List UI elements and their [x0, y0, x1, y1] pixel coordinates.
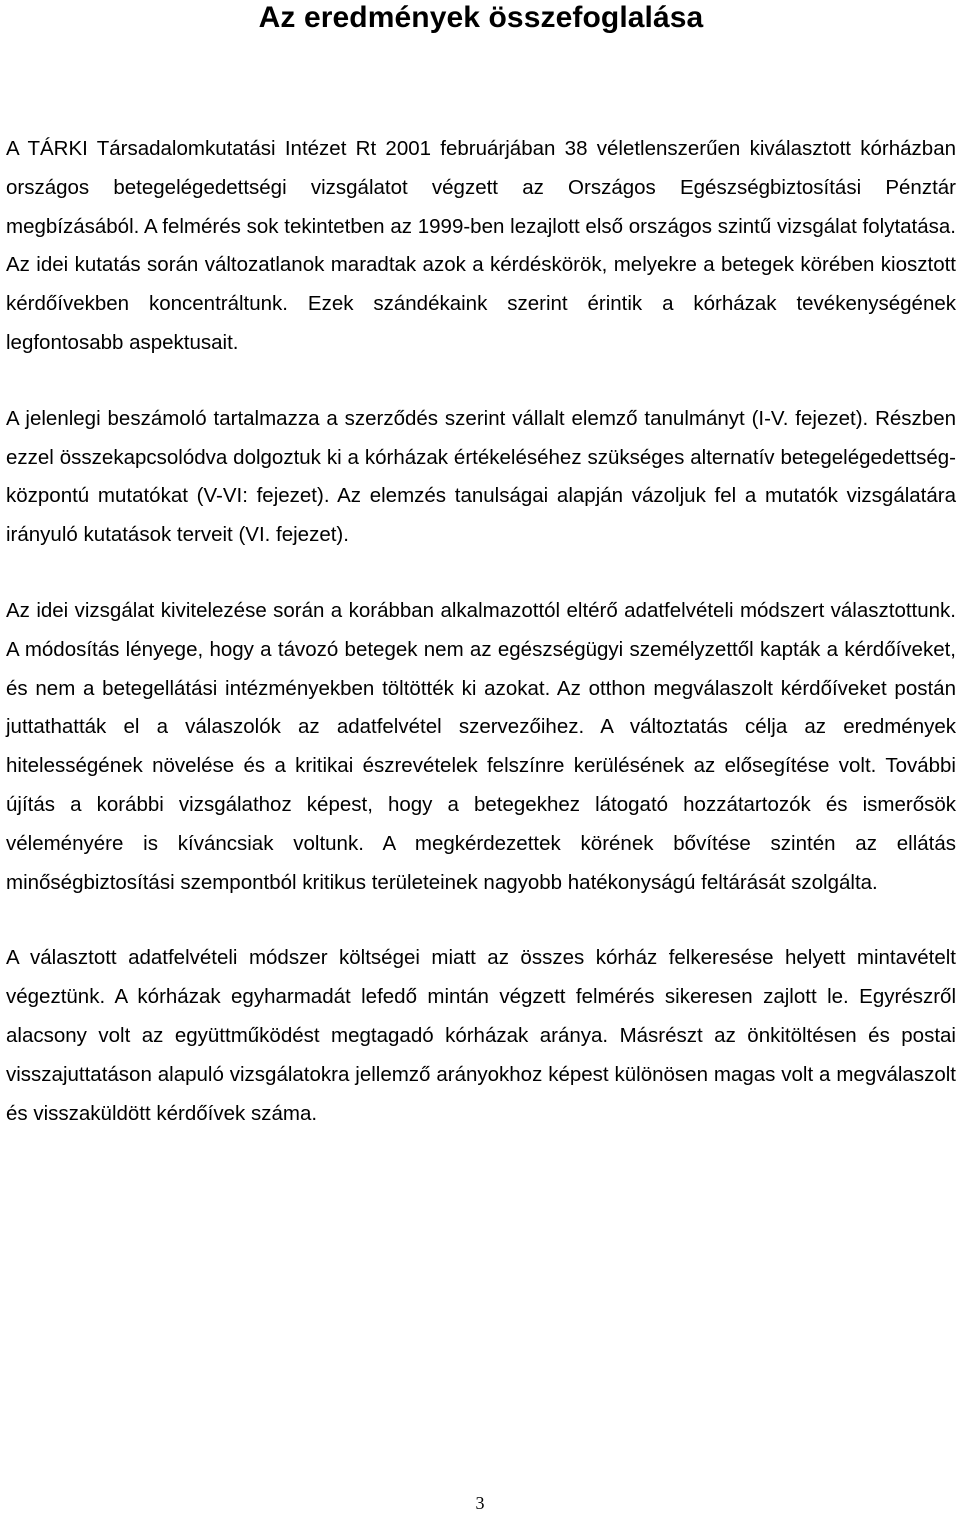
paragraph-methodology: Az idei vizsgálat kivitelezése során a korábban alkalmazottól eltérő adatfelvételi módszert választottunk. A módosítás lényege, hogy a távozó betegek nem az egészségügyi személyzettől kapták a kérdőíveket, és nem a betegellátási intézményekben töltötték ki azokat. Az otthon megválaszolt kérdőíveket postán juttathatták el a válaszolók az adatfelvétel szervezőihez. A változtatás célja az eredmények hitelességének növelése és a kritikai észrevételek felszínre kerülésének az elősegítése volt. További újítás a korábbi vizsgálathoz képest, hogy a betegekhez látogató hozzátartozók és ismerősök véleményére is kíváncsiak voltunk. A megkérdezettek körének bővítése szintén az ellátás minőségbiztosítási szempontból kritikus területeinek nagyobb hatékonyságú feltárását szolgálta. — [6, 598, 956, 894]
paragraph-sampling: A választott adatfelvételi módszer költségei miatt az összes kórház felkeresése helyett mintavételt végeztünk. A kórházak egyharmadát lefedő mintán végzett felmérés sikeresen zajlott le. Egyrészről alacsony volt az együttműködést megtagadó kórházak aránya. Másrészt az önkitöltésen és postai visszajuttatáson alapuló vizsgálatokra jellemző arányokhoz képest különösen magas volt a megválaszolt és visszaküldött kérdőívek száma. — [6, 946, 956, 1125]
document-page — [6, 0, 956, 1133]
page-number: 3 — [475, 1493, 485, 1513]
paragraph-intro: A TÁRKI Társadalomkutatási Intézet Rt 2001 februárjában 38 véletlenszerűen kiválasztott kórházban országos betegelégedettségi vizsgálatot végzett az Országos Egészségbiztosítási Pénztár megbízásából. A felmérés sok tekintetben az 1999-ben lezajlott első országos szintű vizsgálat folytatása. Az idei kutatás során változatlanok maradtak azok a kérdéskörök, melyekre a betegek körében kiosztott kérdőívekben koncentráltunk. Ezek szándékaink szerint érintik a kórházak tevékenységének legfontosabb aspektusait. — [6, 137, 956, 354]
paragraph-report-contents: A jelenlegi beszámoló tartalmazza a szerződés szerint vállalt elemző tanulmányt (I-V. fejezet). Részben ezzel összekapcsolódva dolgoztuk ki a kórházak értékeléséhez szükséges alternatív betegelégedettség-központú mutatókat (V-VI: fejezet). Az elemzés tanulságai alapján vázoljuk fel a mutatók vizsgálatára irányuló kutatások terveit (VI. fejezet). — [6, 406, 956, 547]
page-title: Az eredmények összefoglalása — [258, 1, 704, 34]
